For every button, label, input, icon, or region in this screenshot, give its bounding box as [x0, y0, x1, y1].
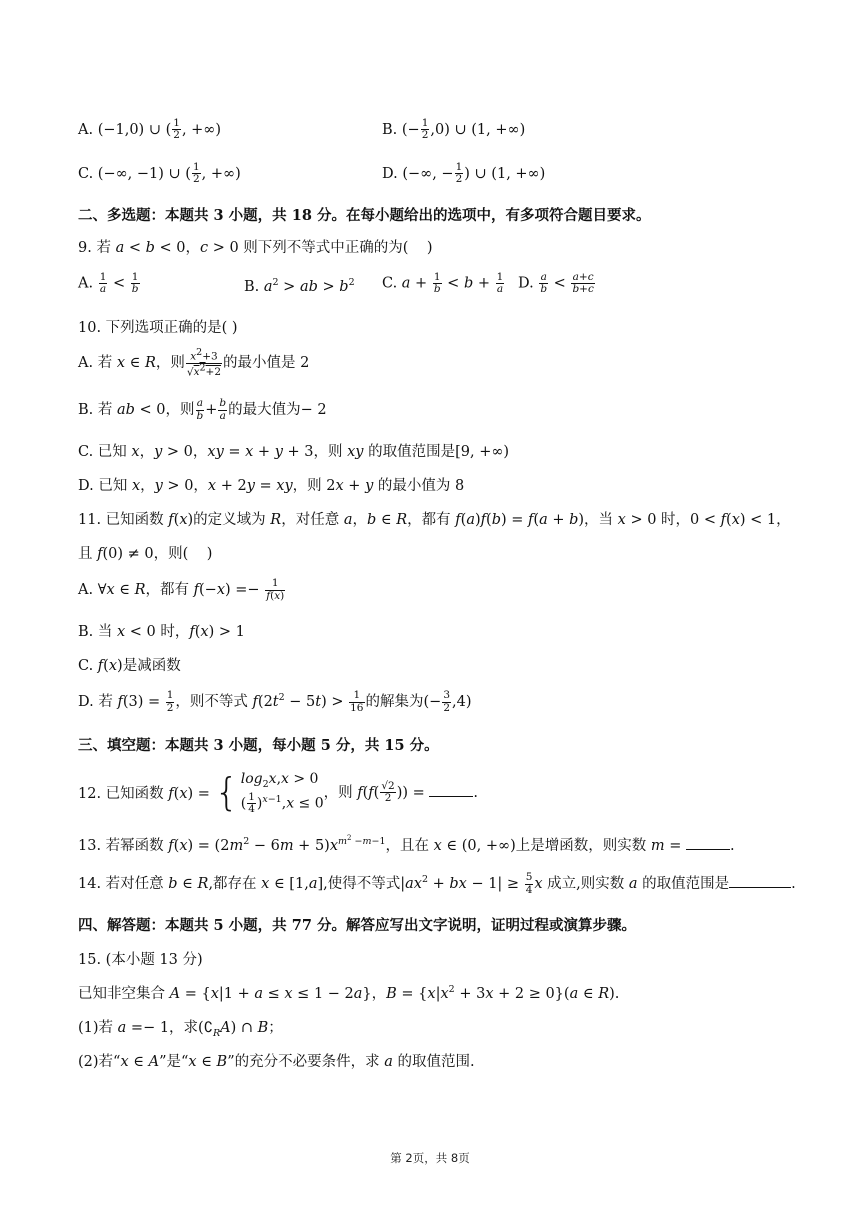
- q11-stem-line1: 11. 已知函数 f(x)的定义域为 R，对任意 a，b ∈ R，都有 f(a)f(b) = f(a + b)，当 x > 0 时，0 < f(x) < 1，: [78, 512, 791, 528]
- q8-option-c: [78, 162, 241, 185]
- q13: 13. 若幂函数 $f(x) = (2m^2 - 6m + 5)x^{m^2 -m-1}$，且在 x ∈ (0, +∞)上是增函数，则实数 m = .: [78, 834, 735, 854]
- section-3-title: 三、填空题：本题共 3 小题，每小题 5 分，共 15 分。: [78, 737, 439, 754]
- q11-option-b: B. 当 x < 0 时，f(x) > 1: [78, 624, 245, 640]
- q9-option-c: C. a + $\frac{1}{b}$ < b + $\frac{1}{a}$: [382, 271, 504, 296]
- q11-option-d: D. 若 f(3) = $\frac{1}{2}$ ，则不等式 $f(2t^2 - 5t)$ > $\frac{1}{16}$ 的解集为(− $\frac{3}{2}$ ,4): [78, 689, 472, 714]
- q9-stem: 9. 若 a < b < 0，c > 0 则下列不等式中正确的为( ): [78, 240, 433, 256]
- q11-option-a: A. ∀x ∈ R，都有 f(−x) =− $\frac{1}{f(x)}$: [78, 577, 285, 602]
- q8-option-a: [78, 118, 221, 141]
- q11-option-c: C. f(x)是减函数: [78, 658, 181, 674]
- q15-part1: (1)若 a =− 1，求$(∁_RA)$ ∩ B；: [78, 1020, 283, 1039]
- q8-option-a-text: A. (−1,0) ∪ ( $\frac{1}{2}$ , +∞): [78, 117, 222, 142]
- q8-option-c-text: C. (−∞, −1) ∪ ( $\frac{1}{2}$ , +∞): [78, 161, 241, 186]
- q8-option-b: [382, 118, 525, 141]
- q12: 12. 已知函数 f(x) = { $\log_2x,x > 0$ ( $\frac{1}{4}$ )$^{x-1}$,x ≤ 0 ，则 f(f( $\frac{√2}{2}$ )) = .: [78, 770, 479, 815]
- q8-option-b-text: B. (− $\frac{1}{2}$ ,0) ∪ (1, +∞): [382, 117, 526, 142]
- q14: 14. 若对任意 b ∈ R,都存在 x ∈ [1,a],使得不等式$|ax^2$ + bx − 1| ≥ $\frac{5}{4}$ x 成立,则实数 a 的取值范围是 .: [78, 871, 796, 896]
- q10-option-a: A. 若 x ∈ R，则 $\frac{x^2+3}{√x^2+2}$ 的最小值是 2: [78, 347, 310, 379]
- q11-stem-line2: 且 f(0) ≠ 0，则( ): [78, 546, 213, 562]
- q10-option-c: C. 已知 x，y > 0，xy = x + y + 3，则 xy 的取值范围是[9, +∞): [78, 444, 510, 460]
- q10-option-b: B. 若 ab < 0，则 $\frac{a}{b}$ + $\frac{b}{a}$ 的最大值为− 2: [78, 397, 327, 422]
- q10-stem: 10. 下列选项正确的是( ): [78, 320, 238, 336]
- section-2-title: 二、多选题：本题共 3 小题，共 18 分。在每小题给出的选项中，有多项符合题目要求。: [78, 207, 651, 224]
- q9-option-b: B. $a^2$ > ab > $b^2$: [244, 277, 355, 295]
- q15-header: 15. (本小题 13 分): [78, 952, 203, 968]
- q15-part2: (2)若“x ∈ A”是“x ∈ B”的充分不必要条件，求 a 的取值范围.: [78, 1054, 475, 1070]
- q8-option-d-text: D. (−∞, − $\frac{1}{2}$ ) ∪ (1, +∞): [382, 161, 546, 186]
- q15-given: 已知非空集合 A = {x|1 + a ≤ x ≤ 1 − 2a}，$B = \{x|x^2 + 3x + 2 \ge 0\}(a$ ∈ R).: [78, 984, 620, 1002]
- page-footer: 第 2页，共 8页: [390, 1151, 470, 1165]
- q10-option-d: D. 已知 x，y > 0，x + 2y = xy，则 2x + y 的最小值为 8: [78, 478, 465, 494]
- section-4-title: 四、解答题：本题共 5 小题，共 77 分。解答应写出文字说明，证明过程或演算步骤。: [78, 917, 636, 934]
- q9-option-a: A. $\frac{1}{a}$ < $\frac{1}{b}$: [78, 271, 139, 296]
- q9-option-d: D. $\frac{a}{b}$ < $\frac{a+c}{b+c}$: [518, 271, 594, 296]
- q8-option-d: [382, 162, 545, 185]
